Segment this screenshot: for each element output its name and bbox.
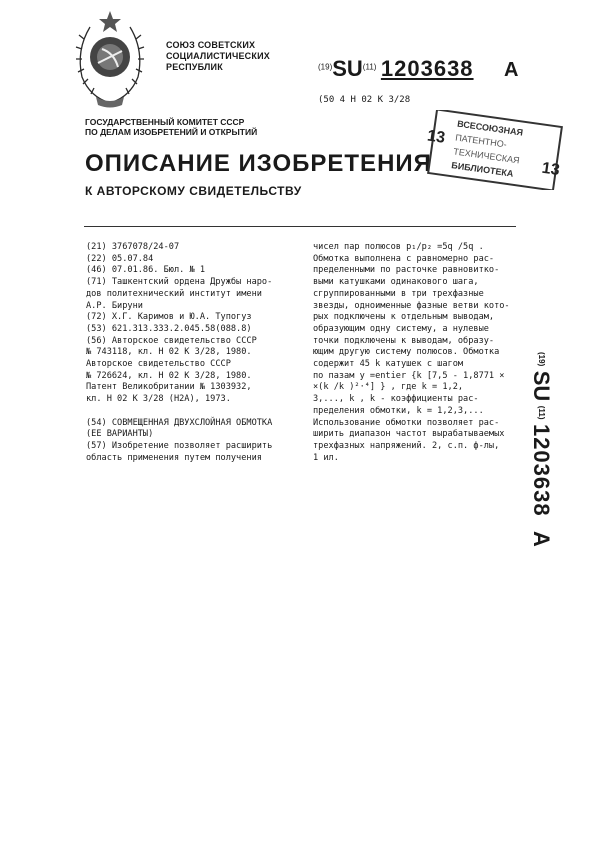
country-line: СОЦИАЛИСТИЧЕСКИХ xyxy=(166,51,270,61)
abstract-line: 3,..., k , k - коэффициенты рас- xyxy=(313,394,479,405)
biblio-line: (46) 07.01.86. Бюл. № 1 xyxy=(86,265,205,276)
country-line: СОЮЗ СОВЕТСКИХ xyxy=(166,40,256,50)
stamp-line: БИБЛИОТЕКА xyxy=(450,160,515,179)
stamp-number-left: 13 xyxy=(426,127,447,147)
abstract-line: ×(k /k )²·⁴] } , где k = 1,2, xyxy=(313,382,464,393)
biblio-line: (57) Изобретение позволяет расширить xyxy=(86,440,273,451)
biblio-line: дов политехнический институт имени xyxy=(86,288,262,299)
stamp-line: ТЕХНИЧЕСКАЯ xyxy=(452,146,521,166)
biblio-line: Авторское свидетельство СССР xyxy=(86,359,231,370)
country-name xyxy=(166,40,270,73)
biblio-line: кл. Н 02 К 3/28 (Н2А), 1973. xyxy=(86,394,231,405)
abstract-line: точки подключены к выводам, образу- xyxy=(313,335,495,346)
abstract-line: Обмотка выполнена с равномерно рас- xyxy=(313,253,495,264)
abstract-line: Использование обмотки позволяет рас- xyxy=(313,417,500,428)
side-country-code: SU xyxy=(529,370,554,402)
biblio-line: (53) 621.313.333.2.045.58(088.8) xyxy=(86,323,252,334)
abstract-line: выми катушками одинакового шага, xyxy=(313,277,479,288)
biblio-line: (ЕЕ ВАРИАНТЫ) xyxy=(86,429,154,440)
biblio-line: (22) 05.07.84 xyxy=(86,253,154,264)
stamp-number-right: 13 xyxy=(540,159,561,180)
abstract-line: ющим другую систему полюсов. Обмотка xyxy=(313,347,500,358)
abstract-line: звезды, одноименные фазные ветви кото- xyxy=(313,300,510,311)
abstract-line: по пазам y =entier {k [7,5 - 1,8771 × xyxy=(313,370,505,381)
country-line: РЕСПУБЛИК xyxy=(166,62,223,72)
biblio-line: (54) СОВМЕЩЕННАЯ ДВУХСЛОЙНАЯ ОБМОТКА xyxy=(86,417,273,428)
country-code: SU xyxy=(332,56,363,81)
abstract-line: образующим одну систему, а нулевые xyxy=(313,323,489,334)
abstract-column xyxy=(313,242,523,464)
committee-line: ГОСУДАРСТВЕННЫЙ КОМИТЕТ СССР xyxy=(85,117,245,127)
biblio-line: № 743118, кл. Н 02 К 3/28, 1980. xyxy=(86,347,252,358)
stamp-line: ВСЕСОЮЗНАЯ xyxy=(456,118,524,138)
committee-name xyxy=(85,117,257,137)
abstract-line: содержит 45 k катушек с шагом xyxy=(313,359,464,370)
side-patent-number xyxy=(528,352,554,547)
abstract-line: пределенными по расточке равновитко- xyxy=(313,265,500,276)
biblio-line: (72) Х.Г. Каримов и Ю.А. Тупогуз xyxy=(86,312,252,323)
abstract-line: чисел пар полюсов p₁/p₂ =5q /5q . xyxy=(313,242,484,252)
state-emblem-image xyxy=(70,5,150,110)
abstract-line: трехфазных напряжений. 2, с.п. ф-лы, xyxy=(313,440,500,451)
committee-line: ПО ДЕЛАМ ИЗОБРЕТЕНИЙ И ОТКРЫТИЙ xyxy=(85,127,258,137)
biblio-line: (56) Авторское свидетельство СССР xyxy=(86,335,257,346)
document-subtitle: К АВТОРСКОМУ СВИДЕТЕЛЬСТВУ xyxy=(85,184,302,198)
abstract-line: 1 ил. xyxy=(313,452,339,463)
kind-code: A xyxy=(504,59,519,81)
bibliographic-column xyxy=(86,242,298,464)
publication-number xyxy=(318,56,518,82)
side-code-11: (11) xyxy=(537,405,546,420)
abstract-line: рых подключены к отдельным выводам, xyxy=(313,312,495,323)
abstract-line: сгруппированными в три трехфазные xyxy=(313,288,484,299)
header-divider xyxy=(84,226,516,227)
ipc-classification: (50 4 Н 02 К 3/28 xyxy=(318,95,411,105)
code-11: (11) xyxy=(362,62,377,72)
abstract-line: ширить диапазон частот вырабатываемых xyxy=(313,429,505,440)
side-code-19: (19) xyxy=(537,352,546,367)
abstract-line: пределения обмотки, k = 1,2,3,... xyxy=(313,405,484,416)
library-stamp xyxy=(420,110,570,190)
code-19: (19) xyxy=(318,62,333,72)
biblio-line: Патент Великобритании № 1303932, xyxy=(86,382,252,393)
biblio-line: (21) 3767078/24-07 xyxy=(86,242,180,252)
biblio-line: № 726624, кл. Н 02 К 3/28, 1980. xyxy=(86,370,252,381)
side-number: 1203638 xyxy=(529,423,554,517)
document-title: ОПИСАНИЕ ИЗОБРЕТЕНИЯ xyxy=(85,150,432,177)
biblio-line xyxy=(86,406,298,418)
biblio-line: (71) Ташкентский ордена Дружбы наро- xyxy=(86,277,273,288)
stamp-line: ПАТЕНТНО- xyxy=(454,132,508,150)
side-kind-code: A xyxy=(529,531,554,547)
biblio-line: А.Р. Бируни xyxy=(86,300,143,311)
biblio-line: область применения путем получения xyxy=(86,452,262,463)
patent-number: 1203638 xyxy=(380,56,474,81)
